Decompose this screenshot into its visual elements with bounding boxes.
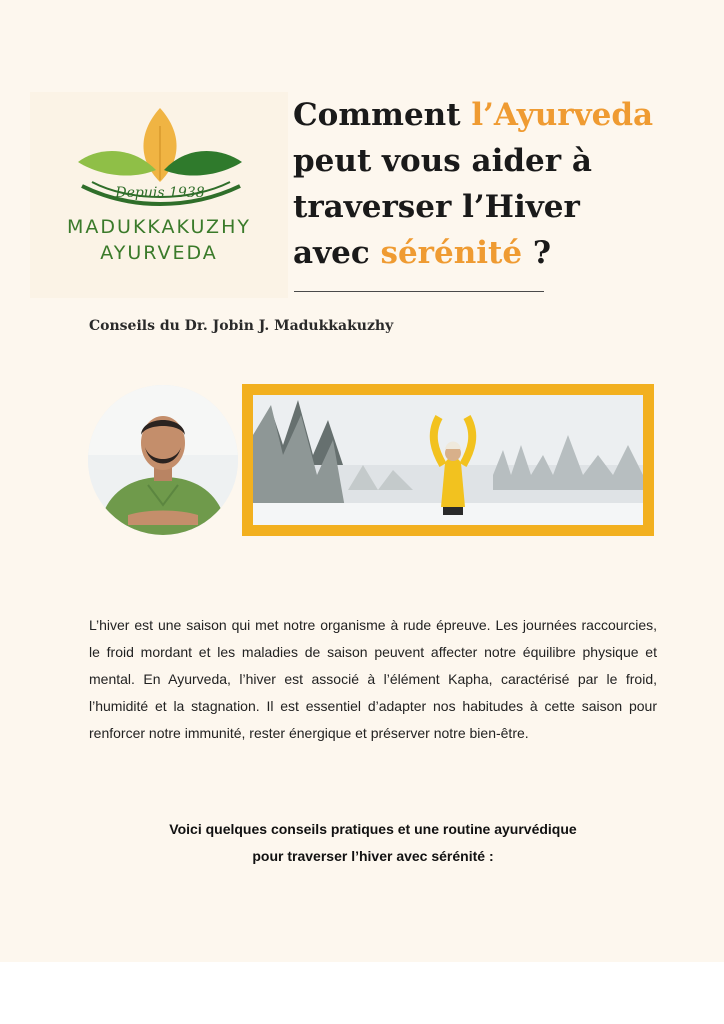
title-accent-ayurveda: l’Ayurveda bbox=[471, 97, 654, 133]
leaf-logo-icon bbox=[70, 100, 250, 218]
doctor-portrait bbox=[88, 385, 238, 535]
title-divider bbox=[294, 291, 544, 292]
author-subtitle: Conseils du Dr. Jobin J. Madukkakuzhy bbox=[89, 318, 394, 334]
callout-line1: Voici quelques conseils pratiques et une routine ayurvédique bbox=[169, 821, 577, 837]
logo-name-line1: MADUKKAKUZHY bbox=[67, 216, 251, 238]
winter-yoga-photo-frame bbox=[242, 384, 654, 536]
title-line4-a: avec bbox=[293, 235, 381, 271]
title-line4-b: ? bbox=[522, 235, 552, 271]
title-part1: Comment bbox=[293, 97, 472, 133]
winter-yoga-photo bbox=[253, 395, 643, 525]
intro-paragraph: L’hiver est une saison qui met notre organisme à rude épreuve. Les journées raccourcies, le froid mordant et les maladies de saison peuvent affecter notre équilibre physique et mental. En Ayurveda, l’hiver est associé à l’élément Kapha, caractérisé par le froid, l’humidité et la stagnation. Il est essentiel d’adapter nos habitudes à cette saison pour renforcer notre immunité, rester énergique et préserver notre bien-être. bbox=[89, 617, 657, 741]
logo-name-line2: AYURVEDA bbox=[100, 242, 218, 264]
title-line4 bbox=[293, 230, 713, 276]
callout-line2: pour traverser l’hiver avec sérénité : bbox=[252, 848, 494, 864]
title-line2: peut vous aider à bbox=[293, 143, 592, 179]
title-line3: traverser l’Hiver bbox=[293, 189, 580, 225]
brand-logo bbox=[30, 92, 288, 298]
logo-badge-text: Depuis 1938 bbox=[115, 185, 205, 201]
page-title bbox=[293, 92, 713, 276]
tips-callout bbox=[89, 816, 657, 870]
title-line1 bbox=[293, 92, 713, 138]
title-accent-serenite: sérénité bbox=[380, 235, 523, 271]
